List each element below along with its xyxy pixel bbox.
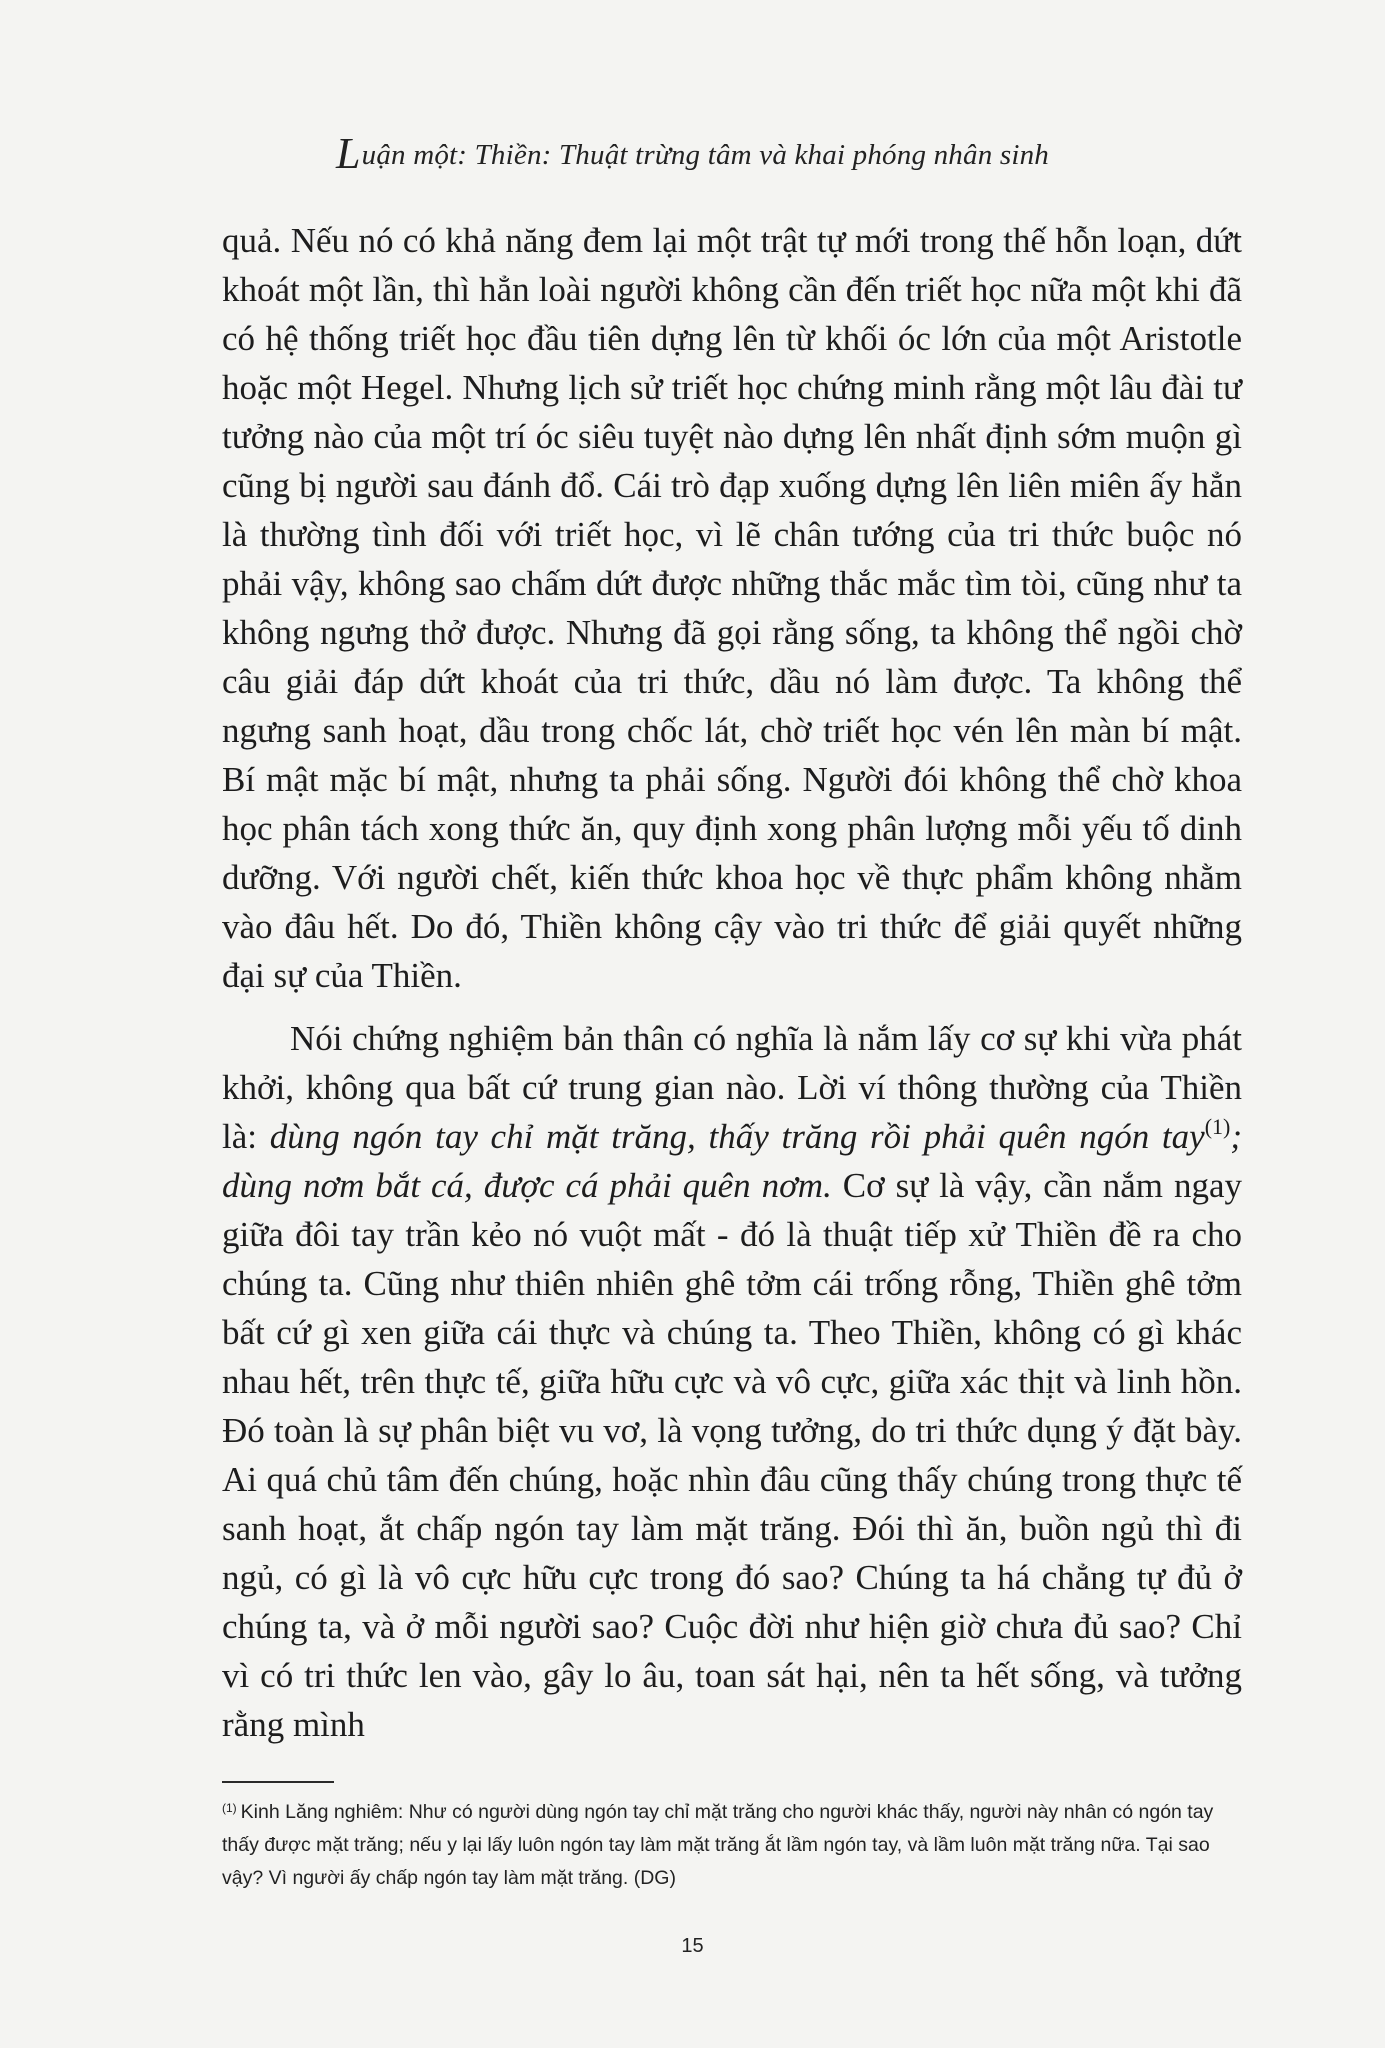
running-header <box>0 128 1385 179</box>
page-number: 15 <box>681 1935 704 1957</box>
paragraph-2 <box>222 1014 1242 1749</box>
body-text <box>222 216 1242 1749</box>
paragraph-2-quote-1: dùng ngón tay chỉ mặt trăng, thấy trăng rồi phải quên ngón tay <box>269 1117 1205 1156</box>
footnote-reference: (1) <box>1204 1114 1231 1139</box>
footnote-text: Kinh Lăng nghiêm: Như có người dùng ngón tay chỉ mặt trăng cho người khác thấy, người này nhân có ngón tay thấy được mặt trăng; nếu y lại lấy luôn ngón tay làm mặt trăng ắt lầm ngón tay, và lầm luôn mặt trăng nữa. Tại sao vậy? Vì người ấy chấp ngón tay làm mặt trăng. (DG) <box>222 1801 1214 1889</box>
paragraph-1: quả. Nếu nó có khả năng đem lại một trật tự mới trong thế hỗn loạn, dứt khoát một lần, thì hẳn loài người không cần đến triết học nữa một khi đã có hệ thống triết học đầu tiên dựng lên từ khối óc lớn của một Aristotle hoặc một Hegel. Nhưng lịch sử triết học chứng minh rằng một lâu đài tư tưởng nào của một trí óc siêu tuyệt nào dựng lên nhất định sớm muộn gì cũng bị người sau đánh đổ. Cái trò đạp xuống dựng lên liên miên ấy hẳn là thường tình đối với triết học, vì lẽ chân tướng của tri thức buộc nó phải vậy, không sao chấm dứt được những thắc mắc tìm tòi, cũng như ta không ngưng thở được. Nhưng đã gọi rằng sống, ta không thể ngồi chờ câu giải đáp dứt khoát của tri thức, dầu nó làm được. Ta không thể ngưng sanh hoạt, dầu trong chốc lát, chờ triết học vén lên màn bí mật. Bí mật mặc bí mật, nhưng ta phải sống. Người đói không thể chờ khoa học phân tách xong thức ăn, quy định xong phân lượng mỗi yếu tố dinh dưỡng. Với người chết, kiến thức khoa học về thực phẩm không nhằm vào đâu hết. Do đó, Thiền không cậy vào tri thức để giải quyết những đại sự của Thiền. <box>222 221 1242 995</box>
running-header-initial: L <box>335 129 361 178</box>
footnote-mark: (1) <box>222 1801 237 1815</box>
paragraph-2-quote-2: ; dùng nơm bắt cá, được cá phải quên nơm. <box>222 1117 1243 1205</box>
paragraph-2-lead: Nói chứng nghiệm bản thân có nghĩa là nắm lấy cơ sự khi vừa phát khởi, không qua bất cứ trung gian nào. Lời ví thông thường của Thiền là: <box>222 1019 1242 1156</box>
footnote <box>222 1796 1242 1895</box>
running-header-text: uận một: Thiền: Thuật trừng tâm và khai phóng nhân sinh <box>361 139 1050 171</box>
footnote-divider <box>222 1781 334 1783</box>
paragraph-2-rest: Cơ sự là vậy, cần nắm ngay giữa đôi tay trần kẻo nó vuột mất - đó là thuật tiếp xử Thiền đề ra cho chúng ta. Cũng như thiên nhiên ghê tởm cái trống rỗng, Thiền ghê tởm bất cứ gì xen giữa cái thực và chúng ta. Theo Thiền, không có gì khác nhau hết, trên thực tế, giữa hữu cực và vô cực, giữa xác thịt và linh hồn. Đó toàn là sự phân biệt vu vơ, là vọng tưởng, do tri thức dụng ý đặt bày. Ai quá chủ tâm đến chúng, hoặc nhìn đâu cũng thấy chúng trong thực tế sanh hoạt, ắt chấp ngón tay làm mặt trăng. Đói thì ăn, buồn ngủ thì đi ngủ, có gì là vô cực hữu cực trong đó sao? Chúng ta há chẳng tự đủ ở chúng ta, và ở mỗi người sao? Cuộc đời như hiện giờ chưa đủ sao? Chỉ vì có tri thức len vào, gây lo âu, toan sát hại, nên ta hết sống, và tưởng rằng mình <box>222 1166 1243 1744</box>
